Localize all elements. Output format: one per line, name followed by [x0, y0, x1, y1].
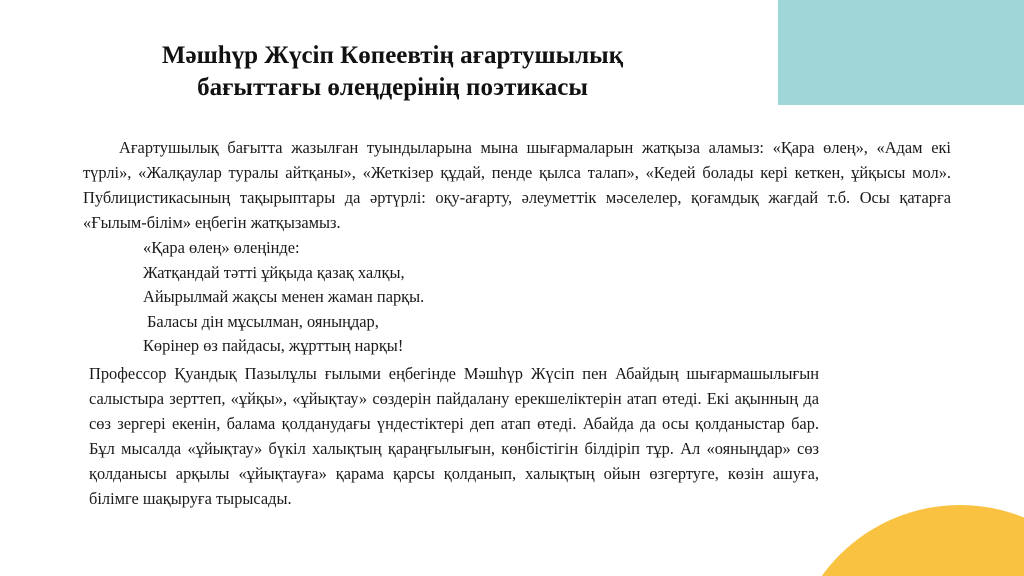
title-line-2: бағыттағы өлеңдерінің поэтикасы	[197, 74, 588, 101]
yellow-circle-decoration	[790, 505, 1024, 576]
analysis-paragraph: Профессор Қуандық Пазылұлы ғылыми еңбегінде Мәшһүр Жүсіп пен Абайдың шығармашылығын салыстыра зерттеп, «ұйқы», «ұйықтау» сөздерін пайдалану ерекшеліктерін атап өтеді. Екі ақынның да сөз зергері екенін, балама қолданудағы үндестіктері деп атап өтеді. Абайда да осы қолданыстар бар. Бұл мысалда «ұйықтау» бүкіл халықтың қараңғылығын, көнбістігін білдіріп тұр. Ал «ояныңдар» сөз қолданысы арқылы «ұйықтауға» қарама қарсы қолданып, халықтың ойын өзгертуге, көзін ашуға, білімге шақыруға тырысады.	[89, 364, 819, 508]
poem-line: Айырылмай жақсы менен жаман парқы.	[143, 287, 425, 307]
poem-intro-line: «Қара өлең» өлеңінде:	[143, 238, 300, 257]
poem-line: Көрінер өз пайдасы, жұрттың нарқы!	[143, 336, 404, 356]
title-line-1: Мәшһүр Жүсіп Көпеевтің ағартушылық	[161, 42, 624, 69]
teal-decoration	[778, 0, 1024, 105]
poem-line: Баласы дін мұсылман, ояныңдар,	[147, 311, 379, 331]
intro-paragraph: Ағартушылық бағытта жазылған туындыларына мына шығармаларын жатқыза аламыз: «Қара өлең», «Адам екі түрлі», «Жалқаулар туралы айтқаны», «Жеткізер құдай, пенде қылса талап», «Кедей болады кері кеткен, ұйқысы мол». Публицистикасының тақырыптары да әртүрлі: оқу-ағарту, әлеуметтік мәселелер, қоғамдық жағдай т.б. Осы қатарға «Ғылым-білім» еңбегін жатқызамыз.	[83, 138, 951, 232]
poem-block	[143, 236, 603, 359]
slide-title	[120, 40, 665, 104]
poem-line: Жатқандай тәтті ұйқыда қазақ халқы,	[143, 262, 405, 282]
